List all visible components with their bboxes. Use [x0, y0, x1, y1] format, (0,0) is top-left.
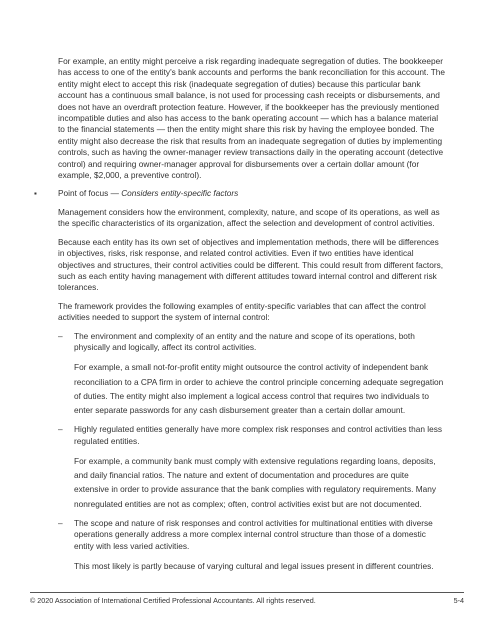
- footer-copyright: © 2020 Association of International Certified Professional Accountants. All rights reserved.: [30, 596, 316, 605]
- paragraph-framework-examples: The framework provides the following examples of entity-specific variables that can affect the control activities needed to support the system of internal control:: [58, 300, 426, 323]
- example-multinational: This most likely is partly because of varying cultural and legal issues present in different countries.: [74, 561, 434, 571]
- footer-divider: [30, 592, 464, 593]
- paragraph-segregation-example: For example, an entity might perceive a risk regarding inadequate segregation of duties. The bookkeeper has access to one of the entity's bank accounts and performs the bank reconciliation for this account. The entity might elect to accept this risk (inadequate segregation of duties) because this particular bank account has a continuous small balance, is not used for processing cash receipts or disbursements, and does not have an overdraft protection feature. However, if the bookkeeper has the previously mentioned incompatible duties and also has access to the bank operating account — which has a balance material to the financial statements — then the entity might share this risk by having the employee bonded. The entity might also decrease the risk that results from an inadequate segregation of duties by implementing controls, such as having the owner-manager review transactions daily in the operating account (detective control) and requiring owner-manager approval for disbursements over a certain dollar amount (for example, $2,000, a preventive control).: [58, 56, 445, 181]
- dash-item-text: Highly regulated entities generally have more complex risk responses and control activities than less regulated entities.: [74, 424, 443, 446]
- dash-item-environment: [58, 330, 448, 354]
- page-content: [0, 56, 494, 573]
- page-footer: [30, 596, 464, 606]
- square-bullet-icon: ▪: [34, 189, 37, 199]
- dash-item-text: The scope and nature of risk responses and control activities for multinational entities with diverse operations generally address a more complex internal control structure than those of a domestic entity with less varied activities.: [74, 517, 433, 551]
- paragraph-because-each-entity: Because each entity has its own set of objectives and implementation methods, there will be differences in objectives, risks, risk response, and related control activities. Even if two entities have identical objectives and structures, their control activities could be different. This could result from different factors, such as each entity having management with different attitudes toward internal control and different risk tolerances.: [58, 236, 444, 293]
- page-number: 5-4: [453, 596, 464, 605]
- dash-item-regulated: [58, 424, 448, 447]
- dash-item-multinational: [58, 517, 448, 552]
- dash-bullet-icon: –: [58, 330, 63, 341]
- example-community-bank: For example, a community bank must comply with extensive regulations regarding loans, deposits, and daily financial ratios. The nature and extent of documentation and procedures are quite extensive in order to provide assurance that the bank complies with regulatory requirements. Many nonregulated entities are not as complex; often, control activities exist but are not documented.: [74, 455, 437, 509]
- paragraph-management-considers: Management considers how the environment, complexity, nature, and scope of its operations, as well as the specific characteristics of its organization, affect the selection and development of control activities.: [58, 206, 440, 229]
- example-not-for-profit: For example, a small not-for-profit entity might outsource the control activity of independent bank reconciliation to a CPA firm in order to achieve the control principle concerning adequate segregation of duties. The entity might also implement a logical access control that requires two individuals to enter separate passwords for any cash disbursement greater than a certain dollar amount.: [74, 362, 444, 415]
- dash-item-text: The environment and complexity of an entity and the nature and scope of its operations, both physically and logically, affect its control activities.: [74, 330, 415, 352]
- point-of-focus-label: Point of focus —: [58, 188, 122, 199]
- point-of-focus-heading: [58, 188, 446, 199]
- dash-bullet-icon: –: [58, 517, 63, 528]
- point-of-focus-bullet: [34, 188, 446, 199]
- dash-bullet-icon: –: [58, 424, 63, 435]
- point-of-focus-title: Considers entity-specific factors: [121, 188, 239, 199]
